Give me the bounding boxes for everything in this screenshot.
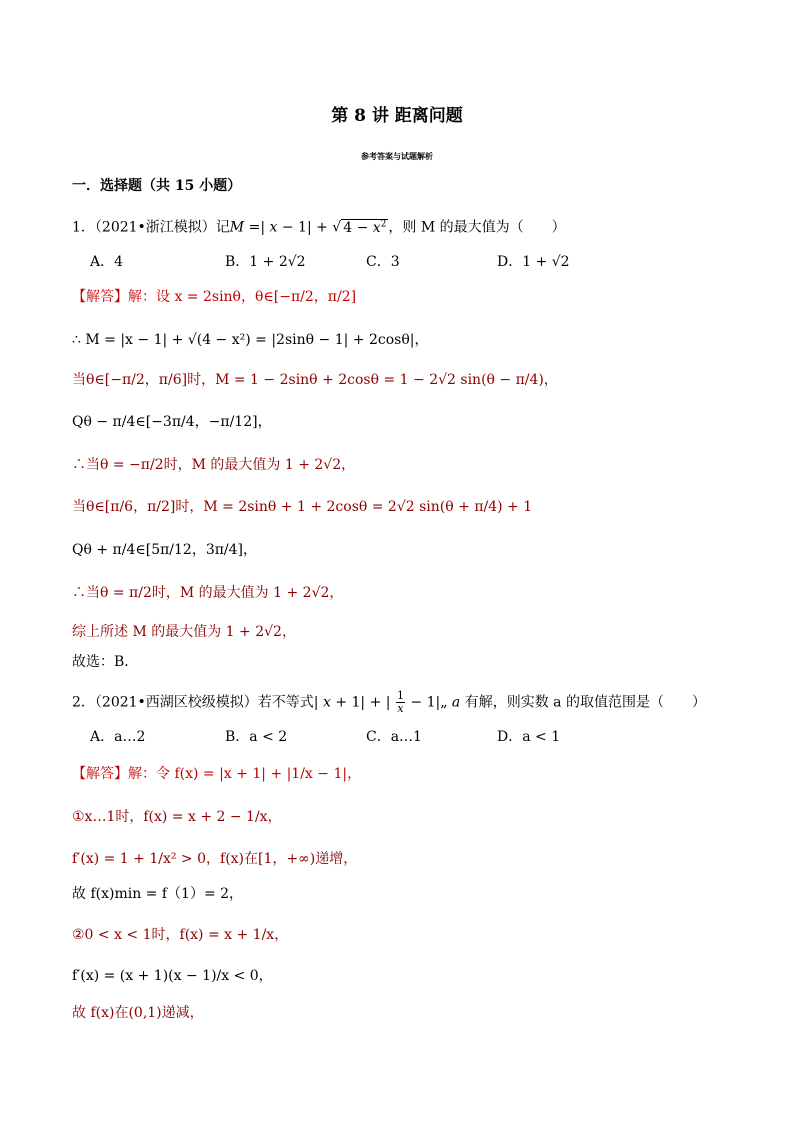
- q1-line-4: Qθ − π/4∈[−3π/4，−π/12]，: [72, 414, 272, 430]
- q1-line-3: 当θ∈[−π/2，π/6]时，M = 1 − 2sinθ + 2cosθ = 1 − 2√2 sin(θ − π/4)，: [72, 372, 558, 388]
- q1-line-8: ∴当θ = π/2时，M 的最大值为 1 + 2√2，: [72, 585, 344, 601]
- q2-line-4: 故 f(x)min = f（1）= 2，: [72, 886, 244, 902]
- q2-suffix: 有解，则实数 a 的取值范围是（ ）: [464, 694, 706, 711]
- q2-option-c: C．a…1: [366, 729, 422, 745]
- q1-line-2: ∴ M = |x − 1| + √(4 − x²) = |2sinθ − 1| + 2cosθ|，: [72, 332, 429, 348]
- q2-option-b: B．a < 2: [225, 729, 288, 745]
- q2-line-2: ①x…1时，f(x) = x + 2 − 1/x，: [72, 809, 282, 825]
- q2-line-3: f′(x) = 1 + 1/x² > 0，f(x)在[1，+∞)递增，: [72, 851, 358, 867]
- q2-line-1: 【解答】解：令 f(x) = |x + 1| + |1/x − 1|，: [72, 766, 362, 782]
- q2-line-5: ②0 < x < 1时，f(x) = x + 1/x，: [72, 927, 289, 943]
- q1-suffix: ，则 M 的最大值为（ ）: [388, 219, 566, 236]
- q2-line-6: f′(x) = (x + 1)(x − 1)/x < 0，: [72, 968, 273, 984]
- q1-prefix: 1．（2021•浙江模拟）记: [72, 219, 230, 236]
- q1-option-b: B．1 + 2√2: [225, 254, 306, 270]
- q1-line-7: Qθ + π/4∈[5π/12，3π/4]，: [72, 542, 258, 558]
- q2-stem: 2．（2021•西湖区校级模拟）若不等式| x + 1| + | $\frac{1}{x}$ − 1|„ a 有解，则实数 a 的取值范围是（ ）: [72, 689, 706, 715]
- q1-option-d: D．1 + √2: [497, 254, 570, 270]
- page-subtitle: 参考答案与试题解析: [361, 151, 433, 161]
- page-title: 第 8 讲 距离问题: [331, 106, 463, 126]
- q1-option-c: C．3: [366, 254, 400, 270]
- q1-line-5: ∴当θ = −π/2时，M 的最大值为 1 + 2√2，: [72, 457, 356, 473]
- q2-option-d: D．a < 1: [497, 729, 561, 745]
- q2-option-a: A．a…2: [90, 729, 146, 745]
- q1-line-9: 综上所述 M 的最大值为 1 + 2√2，: [72, 624, 296, 640]
- q2-prefix: 2．（2021•西湖区校级模拟）若不等式: [72, 694, 314, 711]
- section-heading: 一．选择题（共 15 小题）: [72, 178, 242, 194]
- q1-line-6: 当θ∈[π/6，π/2]时，M = 2sinθ + 1 + 2cosθ = 2√2 sin(θ + π/4) + 1: [72, 499, 533, 515]
- q1-option-a: A．4: [90, 254, 124, 270]
- q1-stem: 1．（2021•浙江模拟）记M =| x − 1| + √ $4 - x^2$ ，则 M 的最大值为（ ）: [72, 219, 566, 236]
- q2-line-7: 故 f(x)在(0,1)递减，: [72, 1005, 204, 1021]
- q1-line-10: 故选：B．: [72, 654, 139, 670]
- q1-line-1: 【解答】解：设 x = 2sinθ，θ∈[−π/2，π/2]: [72, 289, 357, 305]
